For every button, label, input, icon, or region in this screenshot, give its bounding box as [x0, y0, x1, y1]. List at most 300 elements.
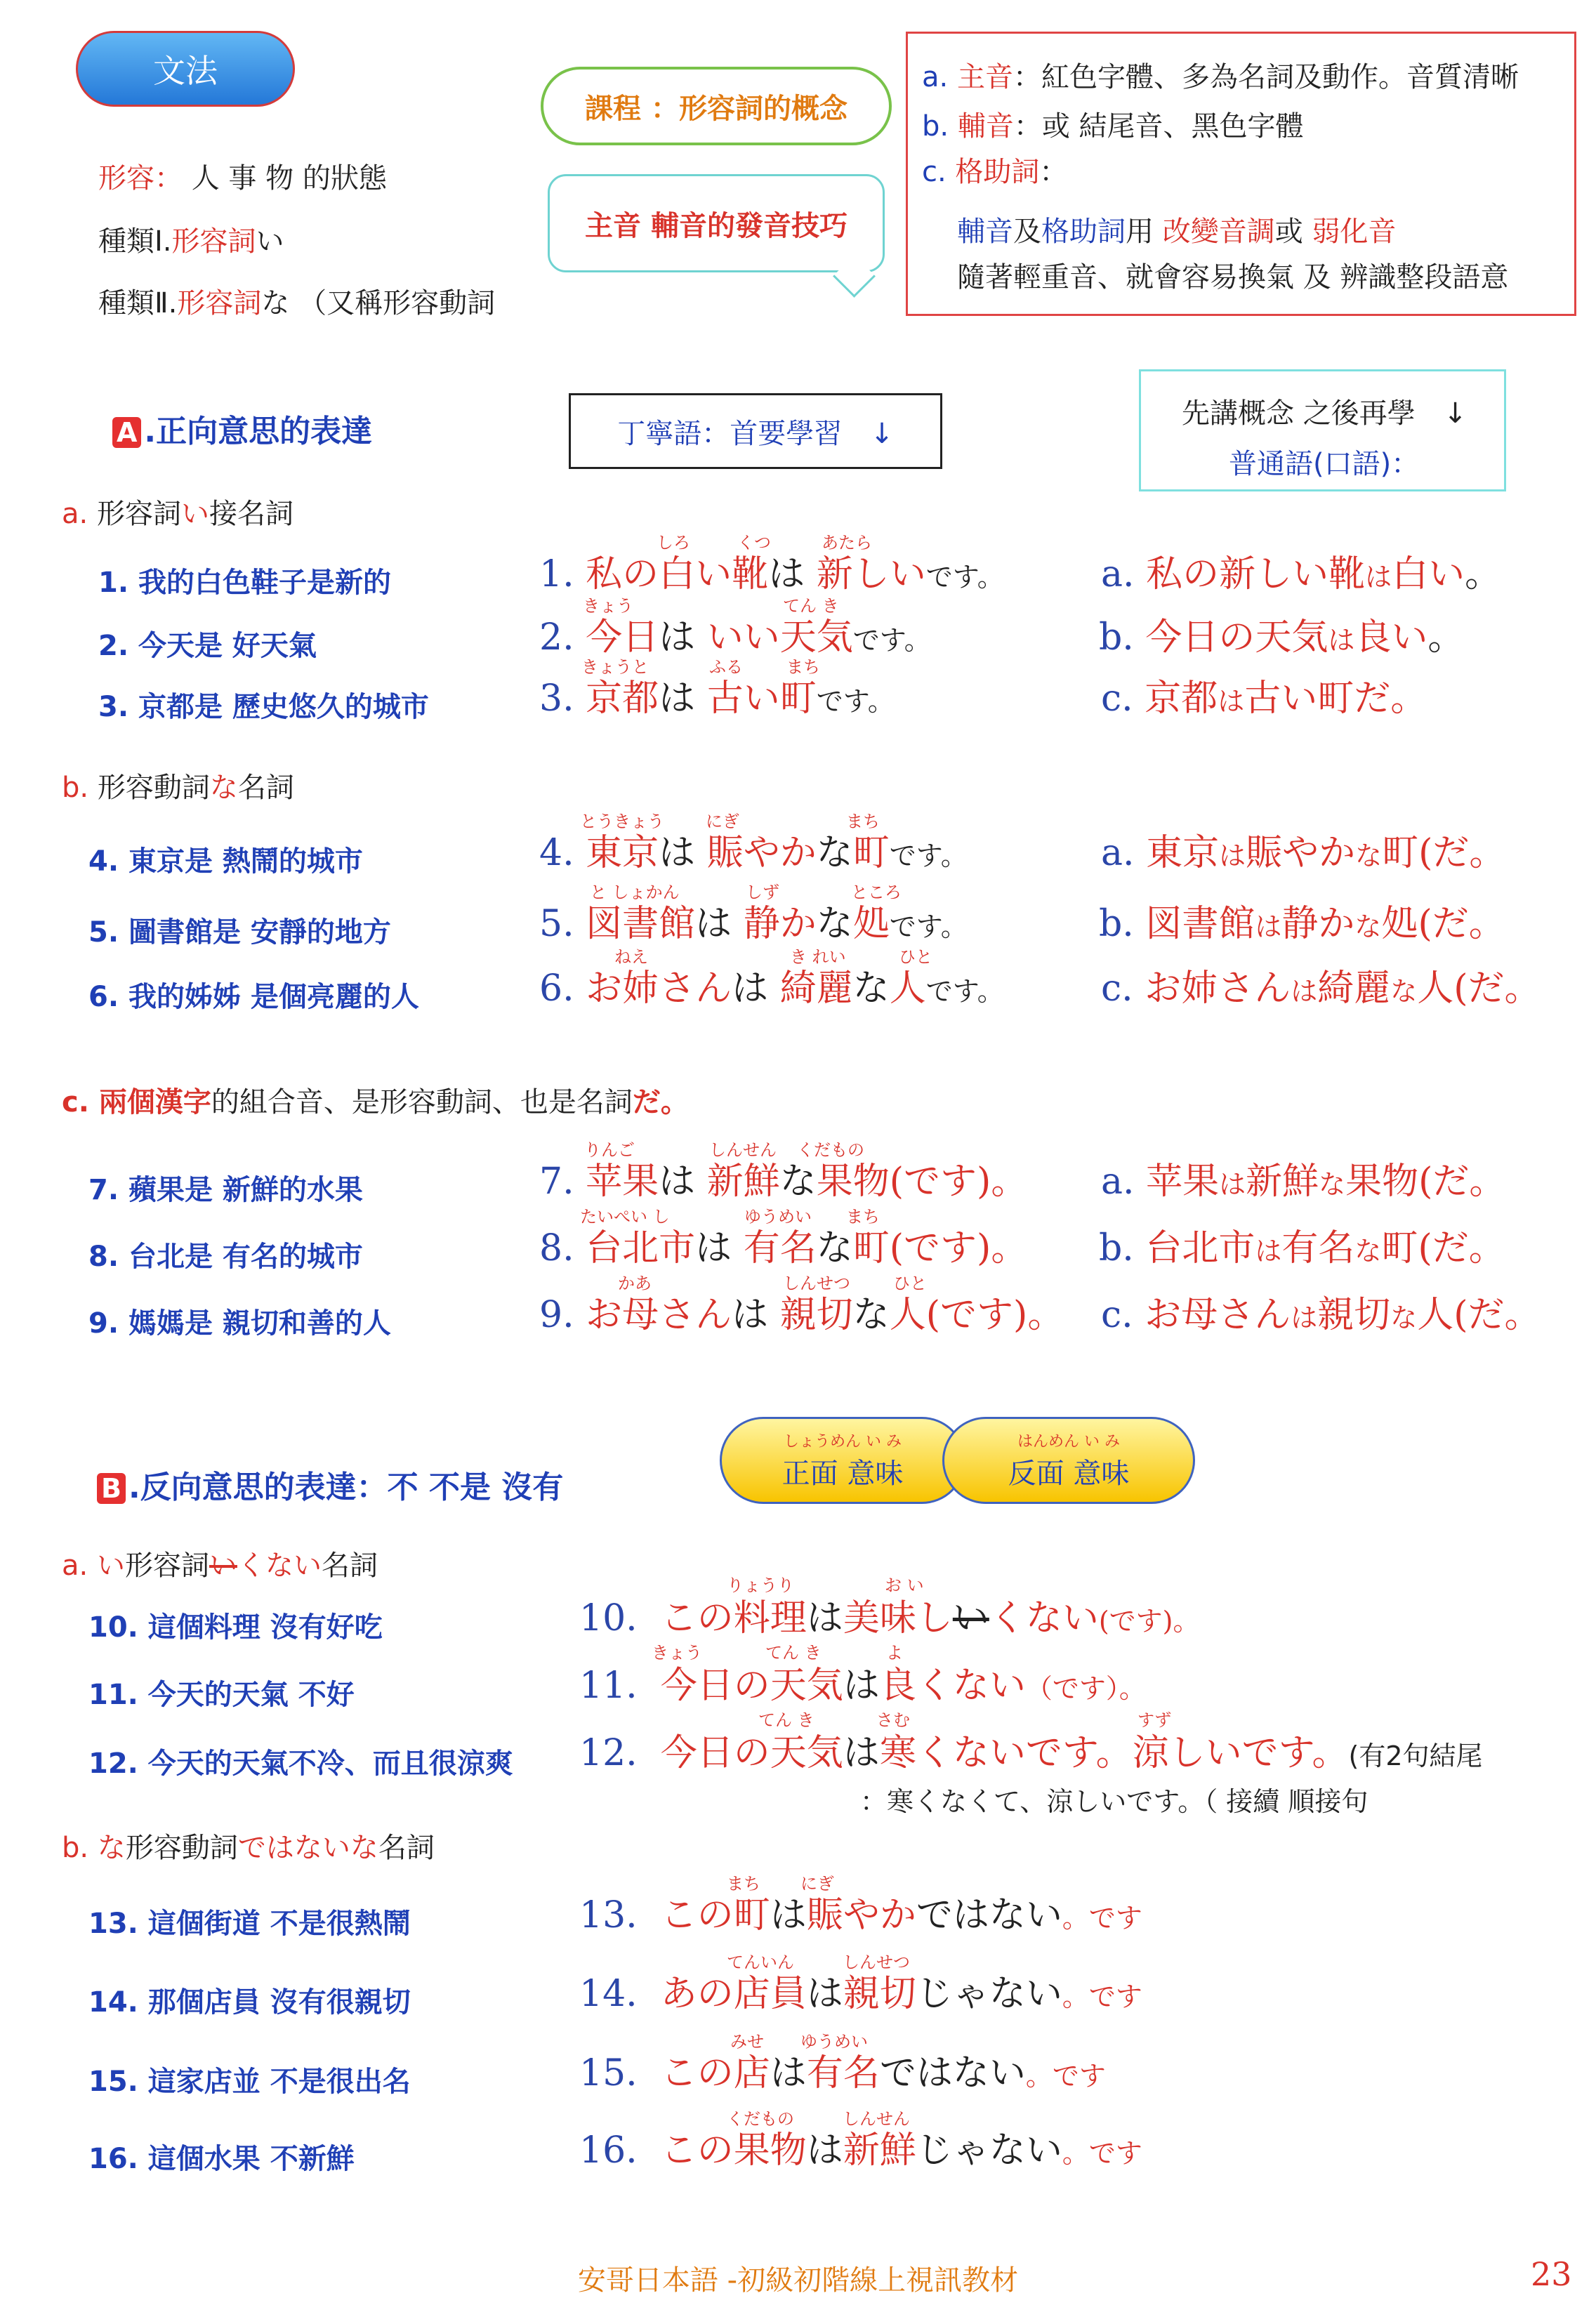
row15-cn: 15. 這家店並 不是很出名: [88, 2066, 411, 2098]
row1-plain-seg: a.: [1101, 553, 1147, 595]
section-b-badge: B: [97, 1473, 126, 1504]
row9-plain-seg: お母さん: [1145, 1294, 1291, 1336]
row11-cn: 11. 今天的天氣 不好: [88, 1679, 355, 1711]
row13-ruby2: にぎ: [800, 1874, 834, 1894]
row3-polite-seg: です。: [816, 686, 895, 717]
row5-cn: 5. 圖書館是 安靜的地方: [88, 916, 391, 949]
row9-plain-seg: 人: [1417, 1294, 1454, 1336]
group-c-red: 兩個漢字: [98, 1086, 211, 1118]
type2-word: 形容詞: [177, 287, 262, 319]
row2-plain-seg: は: [1328, 625, 1355, 656]
futsu-line1: 先講概念 之後再學 ↓: [1182, 397, 1468, 430]
row4-polite: [539, 823, 968, 876]
page-number: 23: [1531, 2255, 1572, 2293]
row13-seg-c: は: [770, 1894, 807, 1936]
row6-cn: 6. 我的姊姊 是個亮麗的人: [88, 981, 419, 1013]
type1-prefix: 種類Ⅰ.: [98, 225, 172, 258]
section-a-title-text: .正向意思的表達: [144, 414, 373, 449]
row6-num: 6.: [539, 968, 574, 1010]
note-b-label: b.: [922, 110, 958, 143]
row1-polite: [539, 544, 1004, 597]
row10-jp: [579, 1588, 1200, 1641]
row10-ruby2: お い: [885, 1576, 924, 1595]
row12-ruby1: てん き: [758, 1710, 815, 1730]
row7-num: 7.: [539, 1161, 574, 1203]
row15-ruby2: ゆうめい: [800, 2032, 868, 2052]
section-a-badge: A: [112, 417, 141, 448]
row10-ruby1: りょうり: [727, 1576, 794, 1595]
row8-polite-seg: な: [816, 1227, 853, 1269]
row4-polite-seg: な: [816, 832, 853, 874]
note-d1: [957, 209, 1396, 249]
row7-polite-seg: は: [659, 1161, 707, 1203]
row11-jp6: くない: [916, 1665, 1026, 1707]
row1-ruby3: あたら: [822, 533, 872, 553]
row2-polite-seg: 天気: [779, 616, 853, 659]
row9-ruby3: ひと: [893, 1274, 927, 1293]
row1-cn: 1. 我的白色鞋子是新的: [98, 567, 391, 599]
row6-polite-seg: 人: [889, 968, 926, 1010]
row4-plain-seg: a.: [1101, 832, 1147, 874]
row5-polite-seg: な: [816, 903, 853, 945]
group-b-label: b.: [62, 772, 98, 804]
note-c-key: 格助詞: [955, 156, 1040, 188]
negative-ruby: はんめん い み: [1017, 1433, 1120, 1451]
positive-label: 正面 意味: [781, 1458, 904, 1490]
row10-jp6: くない: [989, 1597, 1099, 1639]
group-a-pre: 形容詞: [96, 498, 181, 530]
note-a-text: ：紅色字體、多為名詞及動作。音質清晰: [1013, 61, 1519, 93]
row6-polite-seg: お姉さん: [586, 968, 732, 1010]
row3-plain-seg: c.: [1101, 678, 1145, 720]
row4-num: 4.: [539, 832, 574, 874]
row16-ruby1: くだもの: [727, 2109, 794, 2129]
row12-jp4: 寒: [879, 1732, 916, 1774]
note-a-label: a.: [922, 61, 957, 93]
row16-ruby2: しんせん: [843, 2109, 910, 2129]
row6-polite-seg: は: [732, 968, 780, 1010]
row6-polite: [539, 958, 1004, 1011]
row6-plain-seg: お姉さん: [1145, 968, 1291, 1010]
row11-jp5: 良: [879, 1665, 916, 1707]
row2-ruby1: きょう: [583, 596, 633, 616]
row13-seg-a: この: [660, 1894, 734, 1936]
row13-seg-b: 町: [733, 1894, 770, 1936]
category-pill: [76, 31, 295, 107]
row12-jp7: (有2句結尾: [1348, 1741, 1483, 1771]
row5-plain-seg: な: [1354, 911, 1382, 942]
row12-ruby3: すず: [1137, 1710, 1172, 1730]
row5-polite-seg: は: [695, 903, 744, 945]
row7-polite-seg: 果物: [816, 1161, 890, 1203]
row5-plain-seg: 図書館: [1145, 903, 1255, 945]
note-b-key: 輔音: [957, 110, 1014, 143]
note-c: [922, 150, 1067, 190]
row8-polite-seg: 町: [852, 1227, 890, 1269]
row7-plain-seg: (だ。: [1418, 1161, 1506, 1203]
group-a-red: い: [180, 498, 209, 530]
row12-sub: ：寒くなくて、涼しいです。（ 接續 順接句: [860, 1786, 1369, 1817]
row7-plain-seg: 果物: [1345, 1161, 1419, 1203]
row2-polite-seg: いい: [706, 616, 780, 659]
row6-plain-seg: (だ。: [1453, 968, 1541, 1010]
row9-polite-seg: (です)。: [925, 1294, 1064, 1336]
row8-polite-seg: (です)。: [889, 1227, 1028, 1269]
row1-plain-seg: 。: [1465, 553, 1502, 595]
note-c-label: c.: [922, 156, 956, 188]
group-a-post: 接名詞: [209, 498, 294, 530]
row3-polite-seg: 町: [779, 678, 817, 720]
row13-ruby1: まち: [727, 1874, 760, 1894]
definition-label: 形容：: [98, 162, 183, 194]
row1-plain-seg: 白い: [1392, 553, 1465, 595]
row6-plain-seg: 綺麗: [1317, 968, 1391, 1010]
row10-jp2: 料理: [733, 1597, 807, 1639]
row1-num: 1.: [539, 553, 574, 595]
group-d-red: い: [96, 1550, 125, 1582]
row1-polite-seg: 靴: [732, 553, 769, 595]
group-c-label: c.: [62, 1086, 99, 1118]
row2-polite-seg: 今日: [586, 616, 659, 659]
row9-polite-seg: お母さん: [586, 1294, 732, 1336]
course-title: 課程 ：形容詞的概念: [585, 92, 848, 125]
row16-cn: 16. 這個水果 不新鮮: [88, 2143, 355, 2175]
group-b-red: な: [209, 772, 238, 804]
row4-polite-seg: 東京: [586, 832, 659, 874]
row14-seg-b: 店員: [733, 1973, 807, 2015]
row14-seg-a: あの: [660, 1973, 734, 2015]
group-c-mid: 的組合音、是形容動詞、也是名詞: [211, 1086, 633, 1118]
row16-seg-f: 。です: [1062, 2138, 1142, 2169]
row1-polite-seg: 私の: [586, 553, 659, 595]
row16-seg-b: 果物: [733, 2129, 807, 2172]
row8-plain-seg: な: [1354, 1236, 1382, 1267]
note-a-key: 主音: [956, 61, 1013, 93]
group-e-heading: [62, 1825, 435, 1866]
row4-ruby2: にぎ: [706, 812, 739, 831]
row9-plain-seg: は: [1291, 1302, 1318, 1333]
row10-jp3: は: [806, 1597, 843, 1639]
futsu-line2: 普通語(口語)：: [1229, 448, 1420, 480]
row9-num: 9.: [539, 1294, 574, 1336]
row8-polite-seg: 台北市: [586, 1227, 696, 1269]
note-b-text: ：或 結尾音、黑色字體: [1013, 110, 1304, 143]
row16-seg-n: 16.: [579, 2129, 638, 2172]
row5-polite-seg: 処: [852, 903, 890, 945]
row5-polite-seg: 静か: [743, 903, 817, 945]
group-e-pre: 形容動詞: [125, 1832, 238, 1864]
row9-polite-seg: な: [852, 1294, 890, 1336]
row3-num: 3.: [539, 678, 574, 720]
row13-jp: [579, 1885, 1142, 1938]
row9-polite-seg: 人: [889, 1294, 926, 1336]
row3-polite-seg: は: [659, 678, 707, 720]
row12-jp2: 天気: [770, 1732, 843, 1774]
note-d2: 隨著輕重音、就會容易換氣 及 辨識整段語意: [957, 261, 1509, 293]
group-b-pre: 形容動詞: [97, 772, 210, 804]
row3-ruby1: きょうと: [581, 657, 649, 677]
row6-plain: [1101, 958, 1541, 1011]
row8-polite-seg: 有名: [743, 1227, 817, 1269]
note-d1-mid3: 或: [1274, 216, 1312, 248]
row2-cn: 2. 今天是 好天氣: [98, 630, 317, 662]
group-e-red2: ではないな: [237, 1832, 378, 1864]
row8-ruby1: たいぺい し: [580, 1207, 670, 1227]
row12-ruby2: さむ: [876, 1710, 910, 1730]
row12-jp: [579, 1723, 1483, 1776]
row7-ruby2: しんせん: [709, 1140, 777, 1160]
row5-plain-seg: 静か: [1281, 903, 1355, 945]
row6-ruby3: ひと: [899, 947, 932, 967]
note-d1-key2: 格助詞: [1041, 216, 1126, 248]
row2-plain-seg: b.: [1099, 616, 1146, 659]
row10-num: 10.: [579, 1597, 638, 1639]
row10-jp1: この: [660, 1597, 734, 1639]
row9-plain-seg: c.: [1101, 1294, 1145, 1336]
row9-polite-seg: は: [732, 1294, 780, 1336]
row7-ruby3: くだもの: [797, 1140, 864, 1160]
row15-seg-c: は: [770, 2052, 807, 2094]
row1-plain-seg: 靴: [1328, 553, 1366, 595]
note-c-text: ：: [1039, 156, 1068, 188]
row2-polite-seg: です。: [852, 625, 931, 656]
row12-jp5: くないです。: [916, 1732, 1133, 1774]
row14-seg-c: は: [806, 1973, 843, 2015]
group-d-red2: くない: [237, 1550, 322, 1582]
row5-num: 5.: [539, 903, 574, 945]
note-d1-red: 改變音調: [1162, 216, 1275, 248]
row5-plain-seg: 処: [1381, 903, 1418, 945]
row9-plain: [1101, 1285, 1541, 1338]
row3-polite-seg: 京都: [586, 678, 659, 720]
row11-ruby1: きょう: [652, 1643, 702, 1663]
row16-seg-e: じゃない: [916, 2129, 1062, 2172]
definition-line: [98, 156, 387, 196]
row7-plain-seg: a.: [1101, 1161, 1147, 1203]
group-e-label: b.: [62, 1832, 98, 1864]
row4-polite-seg: は: [659, 832, 707, 874]
row6-polite-seg: です。: [925, 976, 1004, 1007]
row2-plain: [1099, 607, 1464, 660]
positive-meaning-button[interactable]: [720, 1417, 965, 1504]
row5-polite-seg: です。: [889, 911, 968, 942]
row9-cn: 9. 媽媽是 親切和善的人: [88, 1307, 391, 1340]
row1-ruby1: しろ: [657, 533, 690, 553]
row5-plain-seg: (だ。: [1418, 903, 1505, 945]
note-d1-mid2: 用: [1126, 216, 1163, 248]
row8-plain: [1099, 1218, 1505, 1271]
row14-cn: 14. 那個店員 沒有很親切: [88, 1986, 411, 2019]
row11-ruby3: よ: [886, 1643, 903, 1663]
row4-plain: [1101, 823, 1505, 876]
row3-cn: 3. 京都是 歷史悠久的城市: [98, 691, 429, 723]
row3-plain-seg: 古い町: [1244, 678, 1354, 720]
row4-polite-seg: です。: [889, 840, 968, 871]
row1-polite-seg: は: [768, 553, 817, 595]
group-a-label: a.: [62, 498, 97, 530]
row7-polite: [539, 1151, 1027, 1204]
row7-plain-seg: な: [1319, 1169, 1346, 1200]
row11-jp7: （です）。: [1025, 1673, 1146, 1704]
row12-jp1: 今日の: [660, 1732, 770, 1774]
row1-plain-seg: 私の新しい: [1146, 553, 1329, 595]
row4-cn: 4. 東京是 熱鬧的城市: [88, 845, 363, 878]
row15-ruby1: みせ: [730, 2032, 764, 2052]
row1-polite-seg: 白い: [659, 553, 732, 595]
row7-plain-seg: 苹果: [1146, 1161, 1220, 1203]
row9-polite-seg: 親切: [779, 1294, 853, 1336]
row10-jp7: (です)。: [1098, 1606, 1200, 1637]
row4-ruby1: とうきょう: [580, 812, 664, 831]
group-d-pre: 形容詞: [124, 1550, 209, 1582]
type2-suffix: な （又稱形容動詞: [261, 287, 496, 319]
row7-plain: [1101, 1151, 1505, 1204]
positive-ruby: しょうめん い み: [784, 1433, 902, 1451]
row3-plain-seg: は: [1218, 686, 1245, 717]
row10-jp4: 美味し: [843, 1597, 953, 1639]
row4-plain-seg: は: [1219, 840, 1246, 871]
row1-polite-seg: 新しい: [816, 553, 926, 595]
row6-ruby2: き れい: [790, 947, 846, 967]
row8-ruby3: まち: [846, 1207, 880, 1227]
row8-plain-seg: b.: [1099, 1227, 1146, 1269]
row14-seg-e: じゃない: [916, 1973, 1062, 2015]
group-b-heading: [62, 765, 294, 805]
row4-plain-seg: 東京: [1146, 832, 1220, 874]
row12-jp6: 涼しいです。: [1132, 1732, 1349, 1774]
row2-polite-seg: は: [659, 616, 707, 659]
type1-suffix: い: [256, 225, 284, 258]
row15-seg-n: 15.: [579, 2052, 638, 2094]
row9-plain-seg: (だ。: [1453, 1294, 1541, 1336]
section-a-title: [112, 406, 372, 451]
row6-ruby1: ねえ: [614, 947, 648, 967]
row8-ruby2: ゆうめい: [744, 1207, 812, 1227]
row11-jp2: の: [733, 1665, 770, 1707]
row11-jp1: 今日: [660, 1665, 734, 1707]
row1-plain: [1101, 544, 1501, 597]
row16-seg-d: 新鮮: [843, 2129, 916, 2172]
row5-ruby1: と しょかん: [590, 883, 680, 902]
row15-seg-e: ではない: [879, 2052, 1026, 2094]
row3-plain-seg: 京都: [1145, 678, 1218, 720]
row6-plain-seg: は: [1291, 976, 1318, 1007]
row8-polite: [539, 1218, 1027, 1271]
row7-polite-seg: 苹果: [586, 1161, 659, 1203]
row4-plain-seg: (だ。: [1418, 832, 1506, 874]
row6-polite-seg: 綺麗: [779, 968, 853, 1010]
negative-meaning-button[interactable]: [942, 1417, 1195, 1504]
row7-polite-seg: (です)。: [889, 1161, 1028, 1203]
row13-seg-e: ではない: [916, 1894, 1062, 1936]
row15-seg-d: 有名: [806, 2052, 880, 2094]
group-b-post: 名詞: [237, 772, 294, 804]
row12-num: 12.: [579, 1732, 638, 1774]
row8-plain-seg: 有名: [1281, 1227, 1355, 1269]
row9-plain-seg: な: [1390, 1302, 1418, 1333]
row3-ruby3: まち: [786, 657, 820, 677]
row3-plain: [1101, 668, 1427, 721]
group-d-heading: [62, 1543, 378, 1583]
row2-ruby2: てん き: [783, 596, 839, 616]
row3-plain-seg: だ。: [1354, 678, 1427, 720]
type2-prefix: 種類Ⅱ.: [98, 287, 178, 319]
row9-plain-seg: 親切: [1317, 1294, 1391, 1336]
row7-plain-seg: は: [1219, 1169, 1246, 1200]
row15-jp: [579, 2043, 1106, 2096]
negative-label: 反面 意味: [1008, 1458, 1130, 1490]
row2-plain-seg: 。: [1427, 616, 1465, 659]
row8-plain-seg: 町: [1381, 1227, 1418, 1269]
row2-num: 2.: [539, 616, 574, 659]
row1-plain-seg: は: [1365, 562, 1392, 593]
section-b-title: [97, 1462, 563, 1507]
row15-seg-f: 。です: [1025, 2061, 1106, 2092]
type2-line: [98, 281, 495, 321]
row6-plain-seg: 人: [1417, 968, 1454, 1010]
row8-plain-seg: (だ。: [1418, 1227, 1505, 1269]
row14-seg-f: 。です: [1062, 1981, 1142, 2012]
row9-polite: [539, 1285, 1064, 1338]
row4-polite-seg: 賑やか: [706, 832, 817, 874]
row4-plain-seg: な: [1355, 840, 1383, 871]
row14-ruby1: てんいん: [727, 1953, 794, 1972]
row2-plain-seg: 今日の天気: [1145, 616, 1328, 659]
row2-plain-seg: 良い: [1354, 616, 1428, 659]
group-d-post: 名詞: [321, 1550, 378, 1582]
row16-seg-c: は: [806, 2129, 843, 2172]
row7-plain-seg: 新鮮: [1246, 1161, 1319, 1203]
row12-cn: 12. 今天的天氣不冷、而且很涼爽: [88, 1748, 513, 1780]
row8-cn: 8. 台北是 有名的城市: [88, 1241, 363, 1273]
row14-ruby2: しんせつ: [843, 1953, 910, 1972]
row13-seg-n: 13.: [579, 1894, 638, 1936]
group-d-label: a.: [62, 1550, 97, 1582]
row3-ruby2: ふる: [709, 657, 743, 677]
row16-jp: [579, 2120, 1142, 2173]
row11-ruby2: てん き: [765, 1643, 822, 1663]
row5-ruby2: しず: [746, 883, 779, 902]
note-b: [922, 104, 1304, 144]
row8-plain-seg: 台北市: [1145, 1227, 1255, 1269]
row14-seg-d: 親切: [843, 1973, 916, 2015]
row8-num: 8.: [539, 1227, 574, 1269]
row9-ruby2: しんせつ: [783, 1274, 850, 1293]
teinei-label: 丁寧語：首要學習 ↓: [617, 417, 894, 450]
row14-jp: [579, 1964, 1142, 2016]
group-d-strike: い: [209, 1550, 237, 1582]
type1-line: [98, 219, 284, 259]
row4-polite-seg: 町: [852, 832, 890, 874]
row11-jp4: は: [843, 1665, 880, 1707]
row16-seg-a: この: [660, 2129, 734, 2172]
technique-box: [548, 174, 885, 272]
row7-ruby1: りんご: [584, 1140, 635, 1160]
row10-jp5: い: [952, 1597, 989, 1639]
row13-seg-d: 賑やか: [806, 1894, 916, 1936]
row8-polite-seg: は: [695, 1227, 744, 1269]
group-a-heading: [62, 491, 294, 531]
row6-plain-seg: な: [1390, 976, 1418, 1007]
row15-seg-b: 店: [733, 2052, 770, 2094]
notes-box: [906, 32, 1576, 316]
teinei-box: [569, 393, 942, 469]
note-d1-key: 輔音: [957, 216, 1013, 248]
row3-polite-seg: 古い: [706, 678, 780, 720]
row7-polite-seg: な: [779, 1161, 817, 1203]
futsu-box: [1139, 369, 1506, 491]
row11-jp3: 天気: [770, 1665, 843, 1707]
